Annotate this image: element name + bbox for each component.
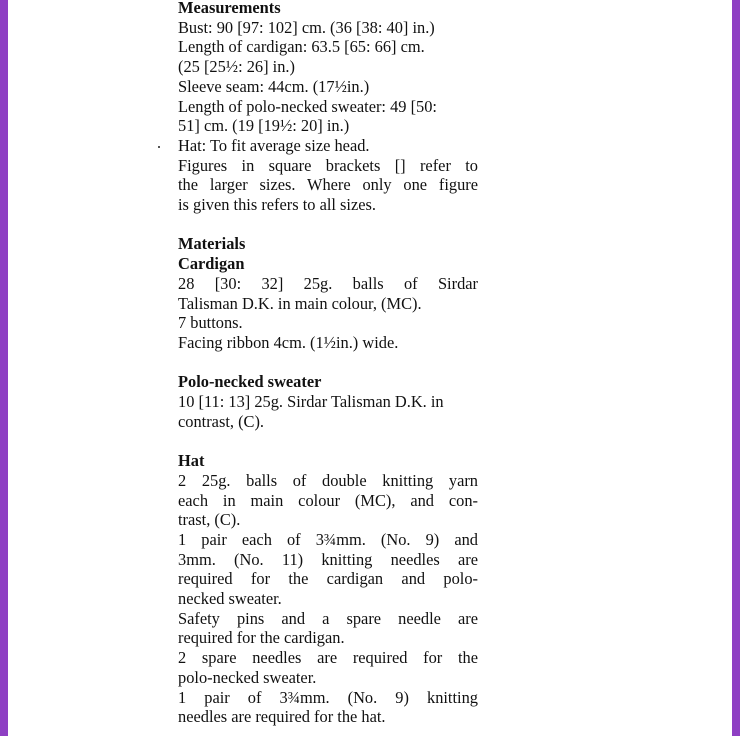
hat-line: polo-necked sweater.	[178, 667, 317, 687]
materials-section	[178, 234, 478, 352]
hat-line: needles are required for the hat.	[178, 707, 386, 727]
measurements-line: 51] cm. (19 [19½: 20] in.)	[178, 116, 350, 136]
stray-mark	[158, 146, 160, 148]
hat-line: necked sweater.	[178, 589, 282, 609]
measurements-line: (25 [25½: 26] in.)	[178, 57, 295, 77]
hat-section	[178, 451, 478, 727]
measurements-section	[178, 0, 478, 215]
cardigan-line: 7 buttons.	[178, 313, 243, 333]
measurements-heading: Measurements	[178, 0, 281, 17]
hat-line: 2 spare needles are required for the	[178, 648, 478, 668]
polo-neck-line: 10 [11: 13] 25g. Sirdar Talisman D.K. in	[178, 392, 444, 412]
cardigan-heading: Cardigan	[178, 254, 245, 274]
hat-line: 3mm. (No. 11) knitting needles are	[178, 549, 478, 569]
hat-line: trast, (C).	[178, 510, 241, 530]
left-border	[0, 0, 8, 736]
right-border	[732, 0, 740, 736]
hat-line: 2 25g. balls of double knitting yarn	[178, 470, 478, 490]
knitting-pattern-page	[178, 0, 478, 727]
measurements-line: Figures in square brackets [] refer to	[178, 155, 478, 175]
polo-neck-heading: Polo-necked sweater	[178, 372, 322, 392]
materials-heading: Materials	[178, 234, 246, 254]
polo-neck-section	[178, 372, 478, 431]
cardigan-line: Facing ribbon 4cm. (1½in.) wide.	[178, 332, 399, 352]
cardigan-line: Talisman D.K. in main colour, (MC).	[178, 293, 422, 313]
measurements-line: Hat: To fit average size head.	[178, 135, 370, 155]
measurements-line: Sleeve seam: 44cm. (17½in.)	[178, 76, 370, 96]
hat-line: each in main colour (MC), and con-	[178, 490, 478, 510]
measurements-line: Bust: 90 [97: 102] cm. (36 [38: 40] in.)	[178, 17, 435, 37]
hat-line: required for the cardigan and polo-	[178, 569, 478, 589]
hat-line: required for the cardigan.	[178, 628, 345, 648]
cardigan-line: 28 [30: 32] 25g. balls of Sirdar	[178, 273, 478, 293]
hat-line: Safety pins and a spare needle are	[178, 608, 478, 628]
measurements-line: Length of cardigan: 63.5 [65: 66] cm.	[178, 37, 425, 57]
hat-heading: Hat	[178, 451, 205, 471]
polo-neck-line: contrast, (C).	[178, 411, 265, 431]
measurements-line: the larger sizes. Where only one figure	[178, 175, 478, 195]
hat-line: 1 pair each of 3¾mm. (No. 9) and	[178, 529, 478, 549]
measurements-line: is given this refers to all sizes.	[178, 195, 377, 215]
hat-line: 1 pair of 3¾mm. (No. 9) knitting	[178, 687, 478, 707]
measurements-line: Length of polo-necked sweater: 49 [50:	[178, 96, 437, 116]
